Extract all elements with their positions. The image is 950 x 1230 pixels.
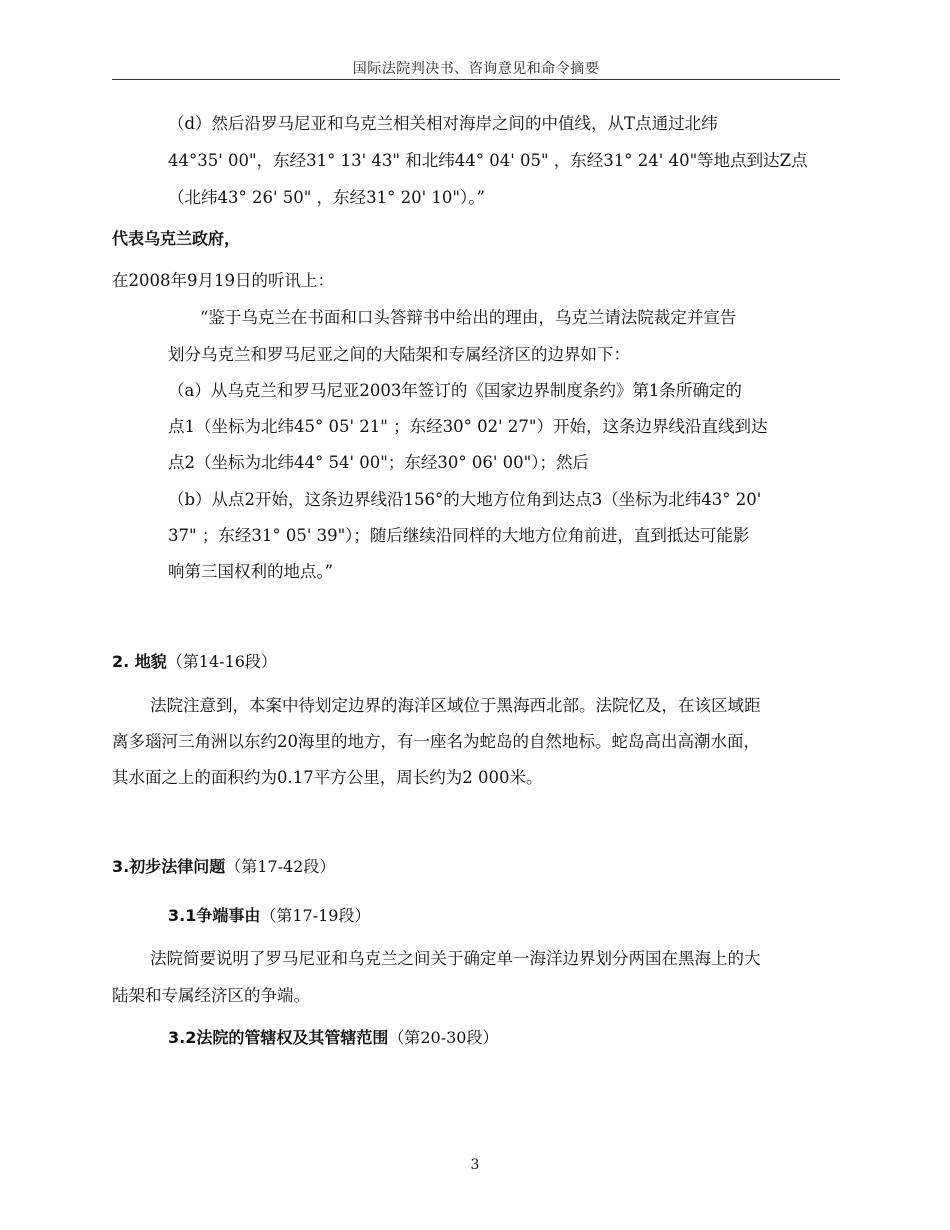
section-3-title: 3.初步法律问题 [112,857,226,876]
quote-d-line-3: （北纬43° 26' 50" ，东经31° 20' 10"）。” [168,188,485,207]
section-3-1-title: 3.1争端事由 [168,906,261,925]
section-3-2-title: 3.2法院的管辖权及其管辖范围 [168,1028,389,1047]
section-3-2-heading [168,1027,499,1049]
ukraine-quote-line-2: 划分乌克兰和罗马尼亚之间的大陆架和专属经济区的边界如下： [168,345,630,364]
section-2-title: 2. 地貌 [112,652,167,671]
ukraine-quote-b-line-2: 37" ；东经31° 05' 39"）；随后继续沿同样的大地方位角前进，直到抵达可能影 [168,526,750,545]
section-3-1-heading [168,905,371,927]
ukraine-quote-a-line-2: 点1（坐标为北纬45° 05' 21" ；东经30° 02' 27"）开始，这条边界线沿直线到达 [168,417,768,436]
ukraine-quote-line-1: “鉴于乌克兰在书面和口头答辩书中给出的理由，乌克兰请法院裁定并宣告 [200,308,737,327]
section-3-heading [112,856,335,878]
section-2-para-line-3: 其水面之上的面积约为0.17平方公里，周长约为2 000米。 [112,768,543,787]
hearing-date: 在2008年9月19日的听讯上： [112,271,334,290]
page-number: 3 [470,1157,480,1173]
header-rule [112,79,840,80]
ukraine-heading: 代表乌克兰政府， [112,229,241,248]
section-2-para-line-2: 离多瑙河三角洲以东约20海里的地方，有一座名为蛇岛的自然地标。蛇岛高出高潮水面， [112,732,760,751]
ukraine-quote-b-line-1: （b）从点2开始，这条边界线沿156°的大地方位角到达点3（坐标为北纬43° 20' [168,490,762,509]
section-3-1-para-line-2: 陆架和专属经济区的争端。 [112,986,310,1005]
section-2-heading [112,651,277,673]
quote-d-line-1: （d）然后沿罗马尼亚和乌克兰相关相对海岸之间的中值线，从T点通过北纬 [168,114,718,133]
section-3-1-para-line-1: 法院简要说明了罗马尼亚和乌克兰之间关于确定单一海洋边界划分两国在黑海上的大 [150,949,761,968]
section-2-ref: （第14-16段） [166,652,277,671]
quote-d-line-2: 44°35' 00"，东经31° 13' 43" 和北纬44° 04' 05" ，东经31° 24' 40"等地点到达Z点 [168,151,808,170]
ukraine-quote-b-line-3: 响第三国权利的地点。” [168,562,334,581]
section-3-2-ref: （第20-30段） [388,1028,499,1047]
section-3-ref: （第17-42段） [225,857,336,876]
running-header: 国际法院判决书、咨询意见和命令摘要 [352,61,600,77]
ukraine-quote-a-line-3: 点2（坐标为北纬44° 54' 00"；东经30° 06' 00"）；然后 [168,453,589,472]
ukraine-quote-a-line-1: （a）从乌克兰和罗马尼亚2003年签订的《国家边界制度条约》第1条所确定的 [168,381,742,400]
section-3-1-ref: （第17-19段） [260,906,371,925]
section-2-para-line-1: 法院注意到，本案中待划定边界的海洋区域位于黑海西北部。法院忆及，在该区域距 [150,696,761,715]
